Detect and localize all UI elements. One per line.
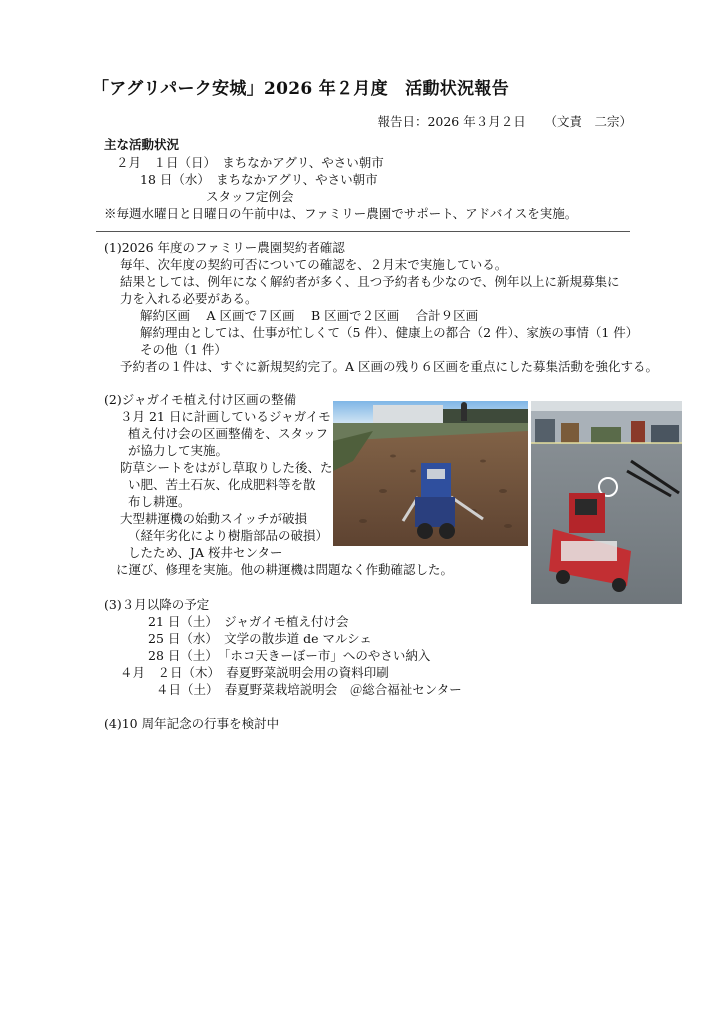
schedule-item: 25 日（水） 文学の散歩道 de マルシェ xyxy=(148,631,372,646)
section2-line: （経年劣化により樹脂部品の破損） xyxy=(128,528,329,543)
section1-line: 結果としては、例年になく解約者が多く、且つ予約者も少なので、例年以上に新規募集に xyxy=(120,274,620,289)
section2-line: 植え付け会の区画整備を、スタッフ xyxy=(128,426,329,441)
section2-line: 布し耕運。 xyxy=(128,494,191,509)
section2-line: が協力して実施。 xyxy=(128,443,229,458)
section1-line: 力を入れる必要がある。 xyxy=(120,291,258,306)
report-date: 報告日：2026 年３月２日 （文責 二宗） xyxy=(377,114,632,129)
section1-line: 解約区画 A 区画で７区画 B 区画で２区画 合計９区画 xyxy=(140,308,479,323)
section2-line: ３月 21 日に計画しているジャガイモ xyxy=(120,409,331,424)
schedule-item: ４日（土） 春夏野菜栽培説明会 ＠総合福祉センター xyxy=(156,682,462,697)
divider xyxy=(96,231,630,232)
summary-row: スタッフ定例会 xyxy=(206,189,294,204)
schedule-item: 28 日（土） 「ホコ天きーぼー市」へのやさい納入 xyxy=(148,648,431,663)
summary-heading: 主な活動状況 xyxy=(104,137,180,152)
section1-line: 毎年、次年度の契約可否についての確認を、２月末で実施している。 xyxy=(120,257,508,272)
section2-line: に運び、修理を実施。他の耕運機は問題なく作動確認した。 xyxy=(116,562,454,577)
schedule-item: 21 日（土） ジャガイモ植え付け会 xyxy=(148,614,349,629)
summary-note: ※毎週水曜日と日曜日の午前中は、ファミリー農園でサポート、アドバイスを実施。 xyxy=(104,206,578,221)
section1-line: 解約理由としては、仕事が忙しくて（5 件）、健康上の都合（2 件）、家族の事情（1 件） xyxy=(140,325,639,340)
section1-line: 予約者の１件は、すぐに新規契約完了。A 区画の残り６区画を重点にした募集活動を強化する。 xyxy=(120,359,659,374)
section2-line: 防草シートをはがし草取りした後、た xyxy=(120,460,333,475)
section1-heading: (1)2026 年度のファミリー農園契約者確認 xyxy=(104,240,345,255)
section3-heading: (3)３月以降の予定 xyxy=(104,597,210,612)
section2-line: したため、JA 桜井センター xyxy=(128,545,283,560)
field-cultivator-photo xyxy=(333,401,528,546)
summary-row: 18 日（水） まちなかアグリ、やさい朝市 xyxy=(140,172,378,187)
section2-line: 大型耕運機の始動スイッチが破損 xyxy=(120,511,308,526)
tiller-repair-photo xyxy=(531,401,682,604)
section4-heading: (4)10 周年記念の行事を検討中 xyxy=(104,716,280,731)
document-title: 「アグリパーク安城」2026 年２月度 活動状況報告 xyxy=(92,79,510,99)
summary-row: ２月 １日（日） まちなかアグリ、やさい朝市 xyxy=(116,155,384,170)
section2-heading: (2)ジャガイモ植え付け区画の整備 xyxy=(104,392,297,407)
section2-line: い肥、苦土石灰、化成肥料等を散 xyxy=(128,477,316,492)
schedule-item: ４月 ２日（木） 春夏野菜説明会用の資料印刷 xyxy=(120,665,389,680)
section1-line: その他（1 件） xyxy=(140,342,227,357)
